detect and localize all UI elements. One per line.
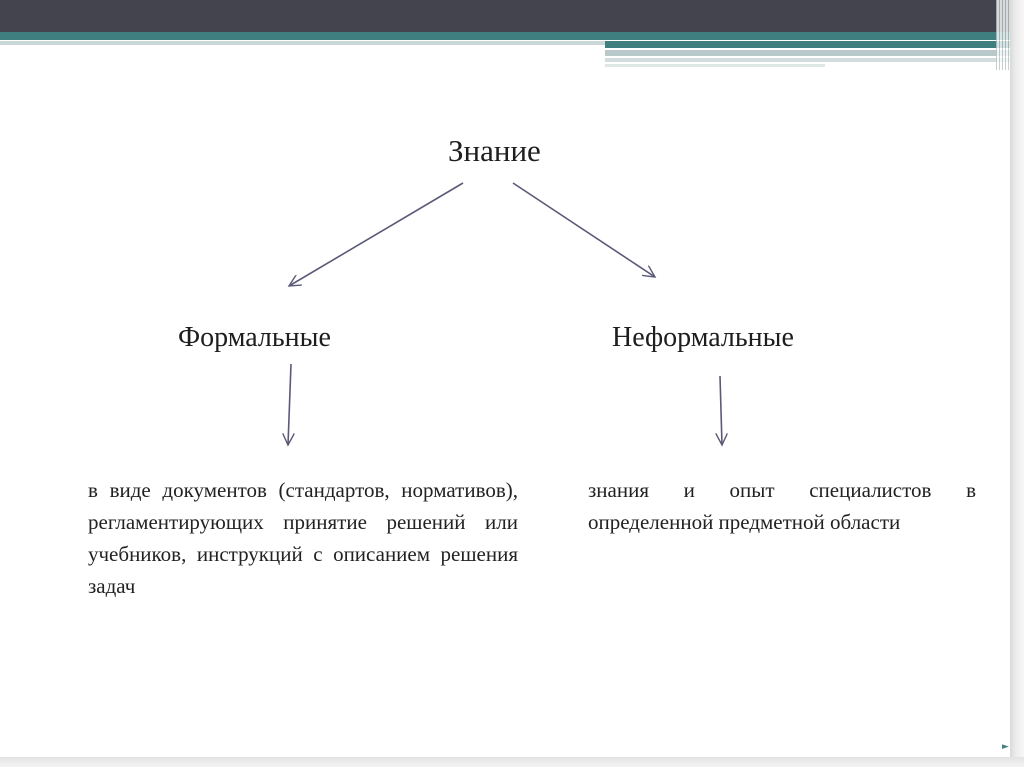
corner-triangle-icon: ► <box>1002 742 1009 752</box>
arrow-root-to-informal <box>513 183 655 277</box>
arrow-root-to-formal <box>289 183 463 286</box>
node-root-knowledge: Знание <box>448 133 541 168</box>
arrow-formal-to-description <box>288 364 291 445</box>
node-informal: Неформальные <box>612 322 794 353</box>
arrow-informal-to-description <box>720 376 722 445</box>
informal-description: знания и опыт специалистов в определенной предметной области <box>588 478 976 534</box>
node-formal: Формальные <box>178 322 331 353</box>
formal-description: в виде документов (стандартов, нормативов), регламентирующих принятие решений или учебников, инструкций с описанием решения задач <box>88 478 518 598</box>
